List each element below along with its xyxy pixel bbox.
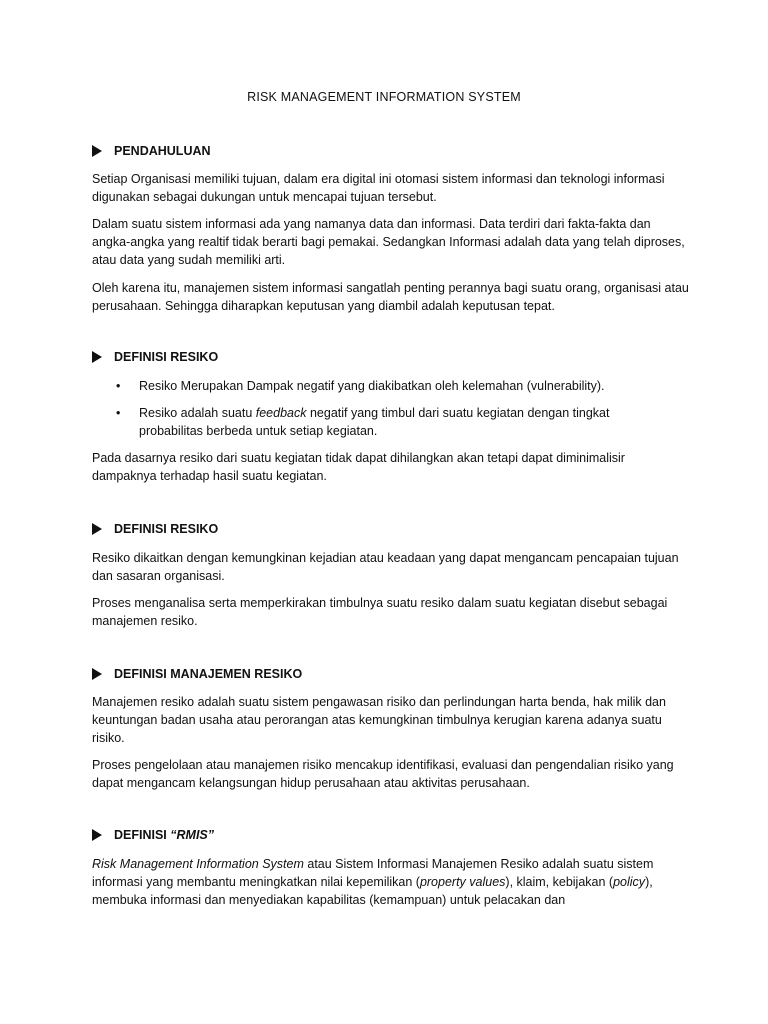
bullet-dot: • <box>116 379 121 393</box>
paragraph: Resiko dikaitkan dengan kemungkinan kejadian atau keadaan yang dapat mengancam pencapaian tujuan dan sasaran organisasi. <box>92 551 679 583</box>
paragraph: Pada dasarnya resiko dari suatu kegiatan tidak dapat dihilangkan akan tetapi dapat diminimalisir dampaknya terhadap hasil suatu kegiatan. <box>92 451 625 483</box>
arrow-bullet-icon <box>92 523 102 535</box>
section-heading-definisi-resiko <box>92 350 218 364</box>
section-heading-definisi-rmis <box>92 828 214 842</box>
section-heading-pendahuluan <box>92 144 211 158</box>
document-title: RISK MANAGEMENT INFORMATION SYSTEM <box>247 90 521 104</box>
list-item-text: Resiko Merupakan Dampak negatif yang diakibatkan oleh kelemahan (vulnerability). <box>139 379 605 393</box>
paragraph: Proses menganalisa serta memperkirakan timbulnya suatu resiko dalam suatu kegiatan disebut sebagai manajemen resiko. <box>92 596 668 628</box>
arrow-bullet-icon <box>92 668 102 680</box>
arrow-bullet-icon <box>92 829 102 841</box>
list-item <box>116 404 676 440</box>
arrow-bullet-icon <box>92 351 102 363</box>
paragraph: Proses pengelolaan atau manajemen risiko mencakup identifikasi, evaluasi dan pengendalian risiko yang dapat mengancam kelangsungan hidup perusahaan atau aktivitas perusahaan. <box>92 758 674 790</box>
arrow-bullet-icon <box>92 145 102 157</box>
list-item-text: Resiko adalah suatu feedback negatif yang timbul dari suatu kegiatan dengan tingkat probabilitas berbeda untuk setiap kegiatan. <box>139 406 610 438</box>
paragraph: Manajemen resiko adalah suatu sistem pengawasan risiko dan perlindungan harta benda, hak milik dan keuntungan badan usaha atau perorangan atas kemungkinan timbulnya kerugian karena adanya suatu risiko. <box>92 695 666 745</box>
section-heading-definisi-manajemen-resiko <box>92 667 302 681</box>
section-heading-label: DEFINISI “RMIS” <box>114 828 215 842</box>
paragraph: Oleh karena itu, manajemen sistem informasi sangatlah penting perannya bagi suatu orang, organisasi atau perusahaan. Sehingga diharapkan keputusan yang diambil adalah keputusan tepat. <box>92 281 689 313</box>
paragraph-rmis: Risk Management Information System atau Sistem Informasi Manajemen Resiko adalah suatu sistem informasi yang membantu meningkatkan nilai kepemilikan (property values), klaim, kebijakan (policy), membuka informasi dan menyediakan kapabilitas (kemampuan) untuk pelacakan dan <box>92 857 654 907</box>
section-heading-definisi-resiko-2 <box>92 522 218 536</box>
paragraph: Dalam suatu sistem informasi ada yang namanya data dan informasi. Data terdiri dari fakta-fakta dan angka-angka yang realtif tidak berarti bagi pemakai. Sedangkan Informasi adalah data yang telah diproses, atau data yang sudah memiliki arti. <box>92 217 685 267</box>
section-heading-label: DEFINISI MANAJEMEN RESIKO <box>114 667 303 681</box>
section-heading-label: PENDAHULUAN <box>114 144 211 158</box>
bullet-dot: • <box>116 406 121 420</box>
section-heading-label: DEFINISI RESIKO <box>114 522 219 536</box>
list-item <box>116 377 676 395</box>
section-heading-label: DEFINISI RESIKO <box>114 350 219 364</box>
paragraph: Setiap Organisasi memiliki tujuan, dalam era digital ini otomasi sistem informasi dan teknologi informasi digunakan sebagai dukungan untuk mencapai tujuan tersebut. <box>92 172 665 204</box>
